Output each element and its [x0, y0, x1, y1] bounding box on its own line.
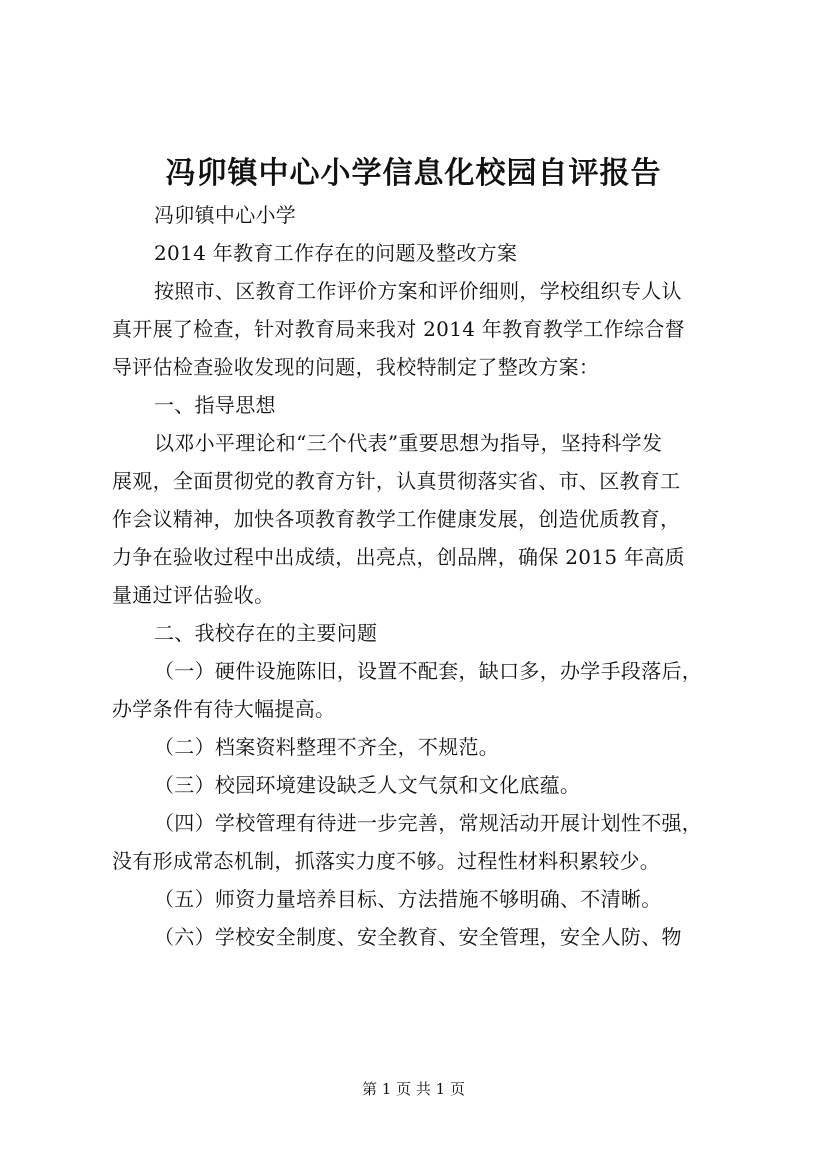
paragraph-line: （一）硬件设施陈旧，设置不配套，缺口多，办学手段落后，	[154, 659, 703, 683]
paragraph-line: 冯卯镇中心小学	[154, 203, 297, 227]
paragraph-line: 量通过评估验收。	[112, 583, 275, 607]
paragraph	[112, 272, 722, 386]
page-footer: 第 1 页 共 1 页	[362, 1080, 465, 1098]
paragraph-line: 力争在验收过程中出成绩，出亮点，创品牌，确保 2015 年高质	[112, 545, 685, 569]
paragraph-line: 没有形成常态机制，抓落实力度不够。过程性材料积累较少。	[112, 849, 661, 873]
paragraph	[112, 804, 722, 880]
document-title: 冯卯镇中心小学信息化校园自评报告	[165, 156, 662, 191]
paragraph	[112, 386, 722, 424]
paragraph	[112, 728, 722, 766]
document-body	[112, 196, 722, 956]
paragraph-line: 以邓小平理论和“三个代表”重要思想为指导，坚持科学发	[154, 431, 663, 455]
paragraph	[112, 424, 722, 614]
paragraph-line: 二、我校存在的主要问题	[154, 621, 378, 645]
paragraph	[112, 652, 722, 728]
paragraph	[112, 918, 722, 956]
paragraph	[112, 614, 722, 652]
paragraph-line: 按照市、区教育工作评价方案和评价细则，学校组织专人认	[154, 279, 682, 303]
paragraph	[112, 234, 722, 272]
paragraph	[112, 880, 722, 918]
paragraph-line: 2014 年教育工作存在的问题及整改方案	[154, 241, 518, 265]
paragraph-line: （六）学校安全制度、安全教育、安全管理，安全人防、物	[154, 925, 682, 949]
paragraph-line: 办学条件有待大幅提高。	[112, 697, 336, 721]
paragraph-line: 导评估检查验收发现的问题，我校特制定了整改方案：	[112, 355, 600, 379]
paragraph	[112, 196, 722, 234]
paragraph-line: 一、指导思想	[154, 393, 276, 417]
paragraph-line: （五）师资力量培养目标、方法措施不够明确、不清晰。	[154, 887, 662, 911]
paragraph-line: （三）校园环境建设缺乏人文气氛和文化底蕴。	[154, 773, 581, 797]
paragraph	[112, 766, 722, 804]
paragraph-line: （四）学校管理有待进一步完善，常规活动开展计划性不强，	[154, 811, 703, 835]
paragraph-line: 真开展了检查，针对教育局来我对 2014 年教育教学工作综合督	[112, 317, 685, 341]
paragraph-line: 展观，全面贯彻党的教育方针，认真贯彻落实省、市、区教育工	[112, 469, 681, 493]
paragraph-line: 作会议精神，加快各项教育教学工作健康发展，创造优质教育，	[112, 507, 681, 531]
paragraph-line: （二）档案资料整理不齐全，不规范。	[154, 735, 500, 759]
